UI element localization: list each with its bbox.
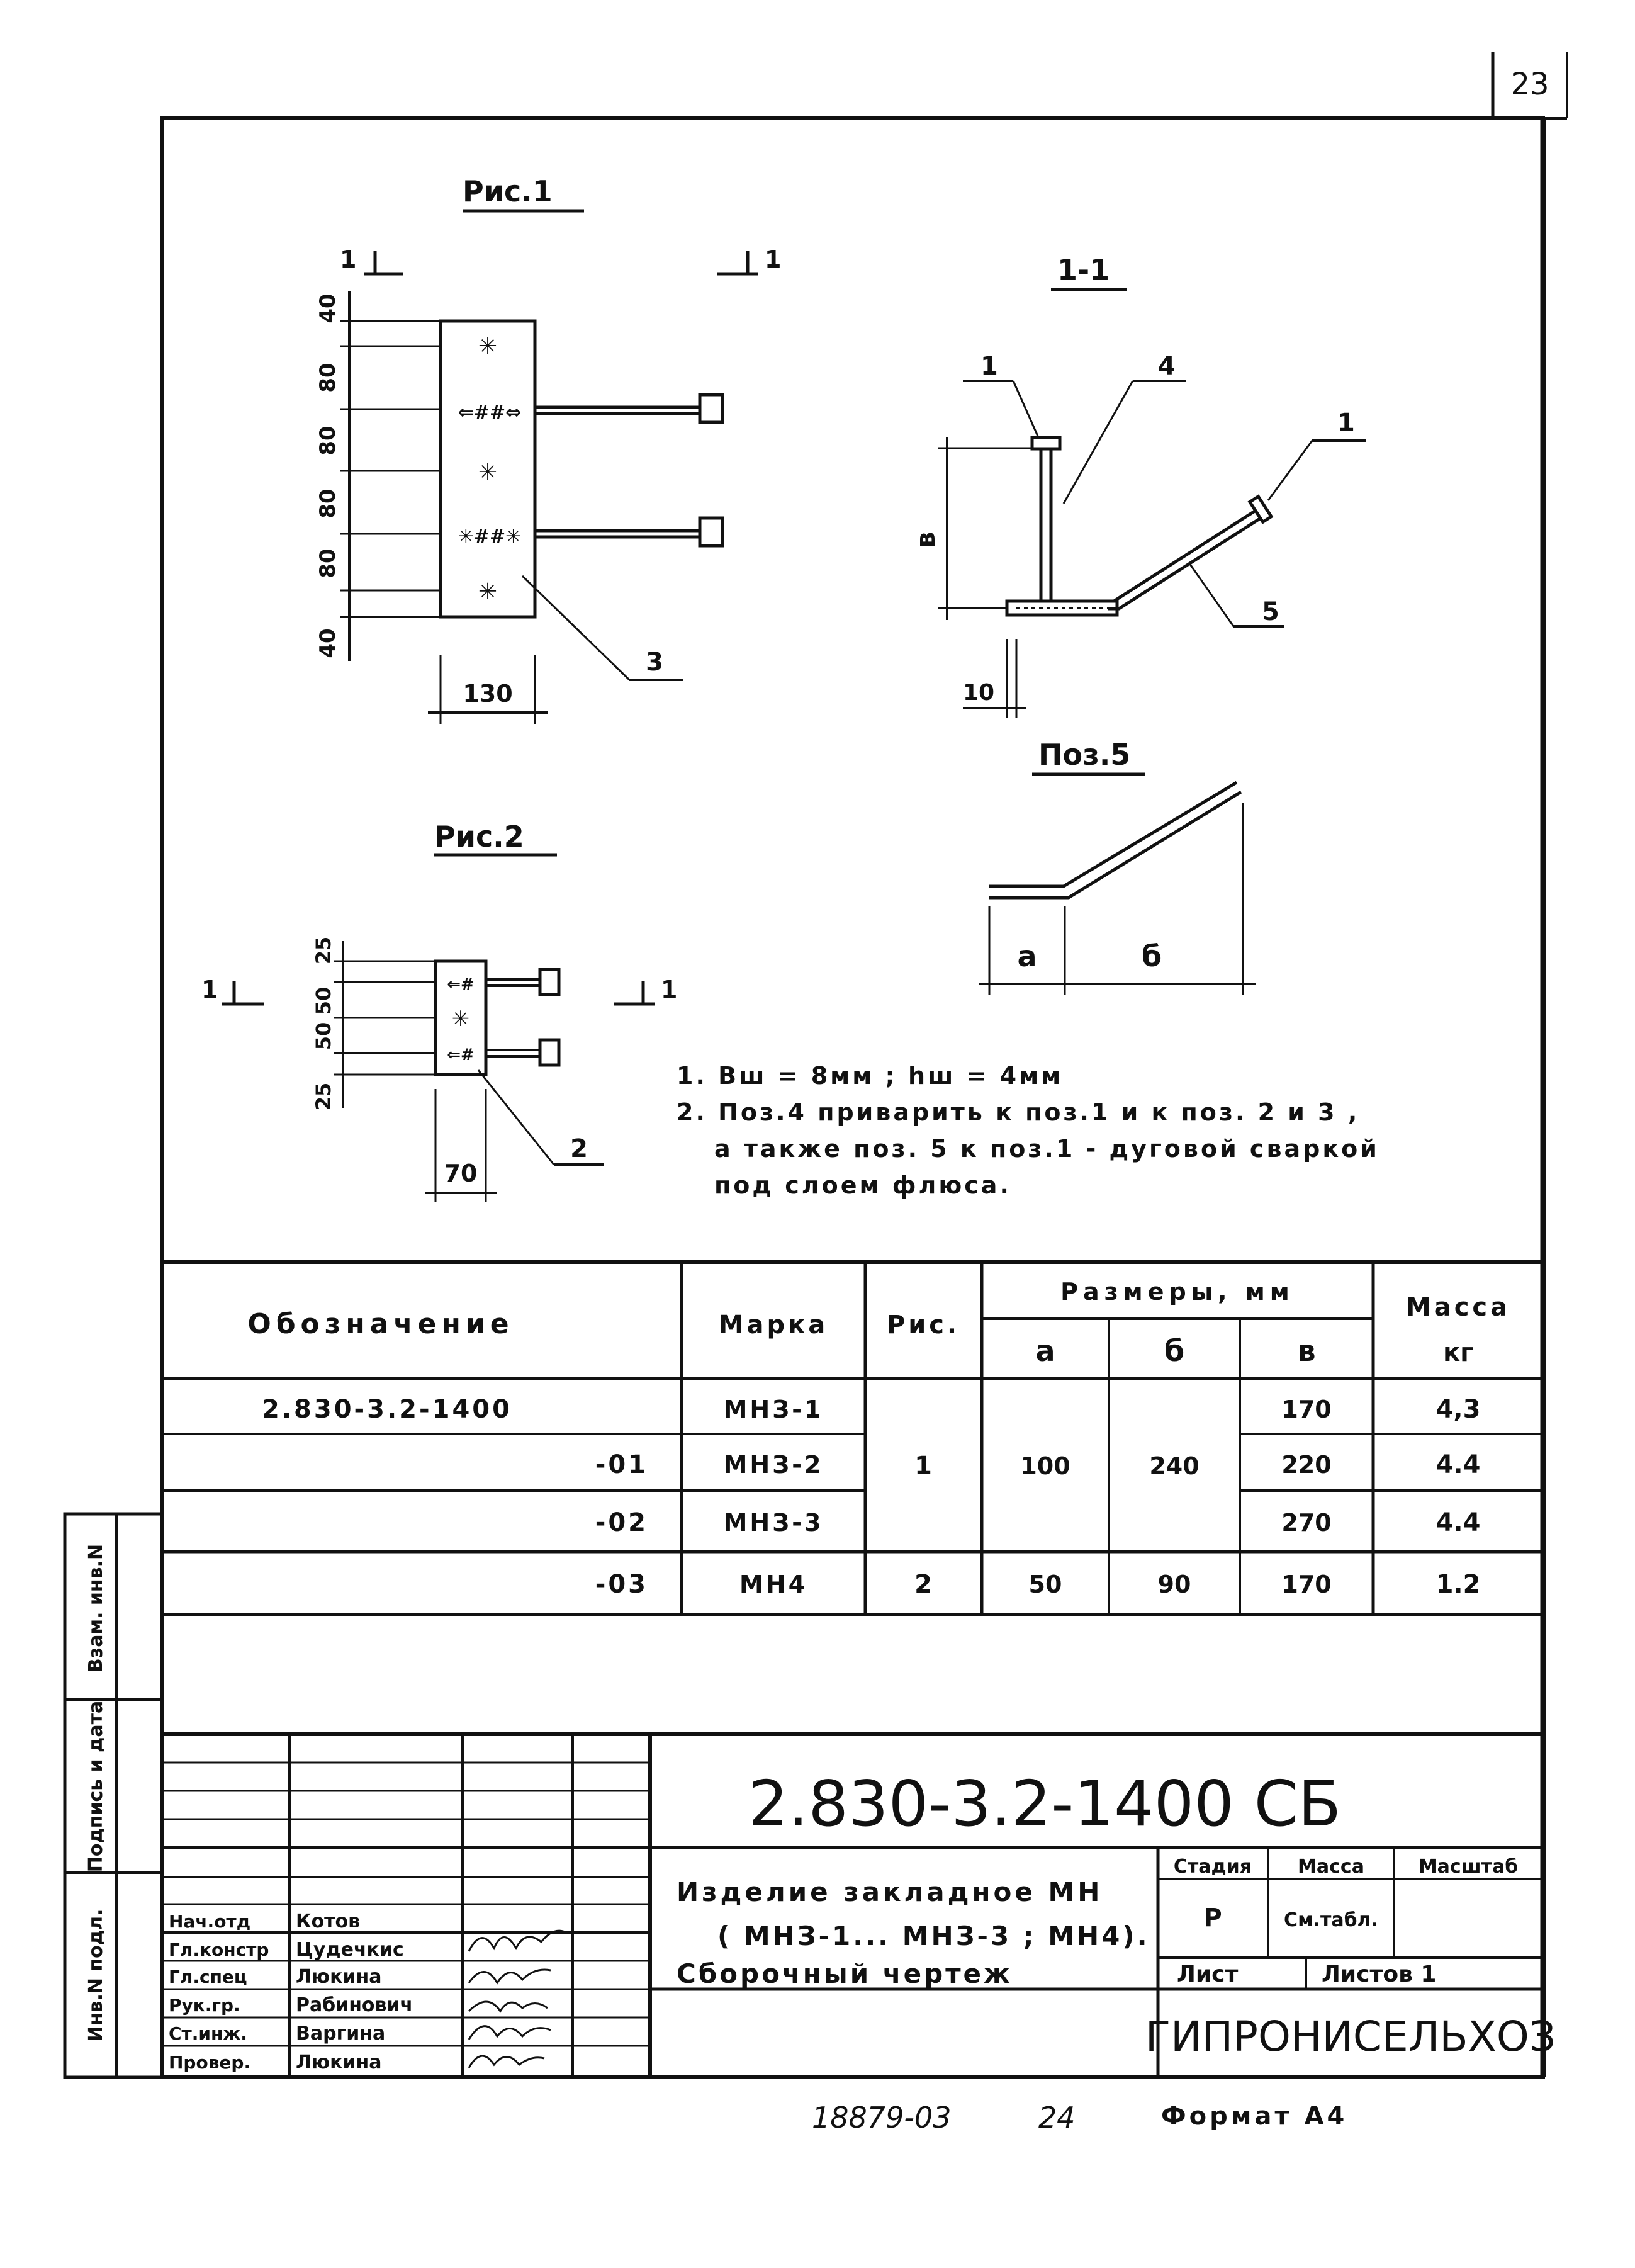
fig2-width-dim: 70 [444, 1159, 478, 1187]
sheet-number: 23 [1510, 67, 1549, 102]
sheet-number-box [1493, 52, 1567, 118]
section-height-dim: в [910, 531, 941, 549]
row4-mark: МН4 [739, 1571, 808, 1598]
fig2-dim-4: 25 [312, 1082, 335, 1111]
role-4: Рук.гр. [169, 1995, 240, 2016]
role-1: Нач.отд [169, 1911, 251, 1932]
stage-value: Р [1203, 1904, 1222, 1932]
note-2: 2. Поз.4 приварить к поз.1 и к поз. 2 и 3 , [677, 1098, 1360, 1126]
row1-v: 170 [1281, 1396, 1332, 1423]
fig1-dim-6: 40 [315, 628, 340, 658]
group-b: 240 [1149, 1452, 1200, 1480]
svg-text:⇐##⇔: ⇐##⇔ [458, 402, 522, 424]
title-block [162, 1734, 1556, 2077]
row4-v: 170 [1281, 1571, 1332, 1598]
figure-1 [315, 174, 781, 724]
fig1-dim-2: 80 [315, 363, 340, 393]
role-3: Гл.спец [169, 1966, 247, 1987]
row3-mark: МНЗ-3 [723, 1509, 824, 1537]
svg-text:⇐#: ⇐# [447, 975, 475, 994]
footer-format: Формат А4 [1161, 2102, 1348, 2131]
stage-label: Стадия [1173, 1856, 1252, 1878]
organization: ГИПРОНИСЕЛЬХОЗ [1145, 2012, 1556, 2061]
role-5: Ст.инж. [169, 2023, 247, 2044]
th-fig: Рис. [886, 1311, 960, 1340]
row3-mass: 4.4 [1436, 1508, 1481, 1537]
name-2: Цудечкис [296, 1939, 404, 1961]
note-2-cont: а также поз. 5 к поз.1 - дуговой сваркой [714, 1135, 1379, 1163]
role-6: Провер. [169, 2052, 251, 2073]
row1-designation: 2.830-3.2-1400 [262, 1395, 512, 1424]
name-3: Люкина [296, 1966, 382, 1988]
group-a: 100 [1020, 1452, 1070, 1480]
svg-text:✳: ✳ [478, 460, 498, 485]
row2-mass: 4.4 [1436, 1450, 1481, 1479]
fig1-dim-3: 80 [315, 426, 340, 456]
th-mark: Марка [718, 1311, 829, 1340]
th-b: б [1164, 1334, 1185, 1368]
section-leader-4: 4 [1158, 352, 1176, 381]
fig2-dim-3: 50 [312, 1022, 335, 1051]
sheets-label: Листов 1 [1322, 1961, 1437, 1987]
notes [677, 1062, 1379, 1199]
side-label-signature-date: Подпись и дата [85, 1700, 107, 1873]
name-line-2: ( МНЗ-1... МНЗ-3 ; МН4). [717, 1921, 1150, 1951]
mass-value: См.табл. [1284, 1909, 1378, 1931]
name-4: Рабинович [296, 1994, 413, 2016]
row3-v: 270 [1281, 1509, 1332, 1537]
mass-label: Масса [1298, 1856, 1364, 1878]
sheet-label: Лист [1177, 1961, 1239, 1987]
fig2-section-mark-right: 1 [661, 976, 678, 1003]
fig2-title: Рис.2 [434, 820, 524, 854]
fig1-section-mark-right: 1 [765, 245, 782, 273]
note-1: 1. Вш = 8мм ; hш = 4мм [677, 1062, 1064, 1090]
row2-designation: -01 [595, 1450, 648, 1479]
fig1-dim-1: 40 [315, 293, 340, 324]
name-6: Люкина [296, 2051, 382, 2073]
fig2-dim-1: 25 [312, 936, 335, 965]
th-a: а [1035, 1334, 1055, 1368]
footer [812, 2101, 1347, 2135]
section-leader-5: 5 [1262, 597, 1279, 626]
fig1-title: Рис.1 [463, 174, 553, 208]
section-1-1 [910, 253, 1366, 718]
footer-number: 18879-03 [812, 2101, 952, 2135]
spec-table [162, 1262, 1543, 1615]
pos5-detail [979, 738, 1256, 995]
row1-mark: МНЗ-1 [723, 1396, 824, 1423]
side-label-inv-original: Инв.N подл. [85, 1909, 107, 2042]
fig1-dim-4: 80 [315, 488, 340, 519]
fig2-leader-2: 2 [570, 1134, 588, 1163]
fig1-width-dim: 130 [463, 680, 513, 708]
section-title: 1-1 [1057, 253, 1110, 287]
group-fig: 1 [914, 1452, 932, 1481]
svg-text:✳: ✳ [451, 1007, 470, 1032]
name-line-3: Сборочный чертеж [677, 1958, 1013, 1989]
fig2-section-mark-left: 1 [201, 976, 218, 1003]
svg-text:✳##✳: ✳##✳ [458, 526, 522, 548]
row2-mark: МНЗ-2 [723, 1451, 824, 1479]
pos5-dim-a: а [1017, 939, 1037, 973]
svg-text:✳: ✳ [478, 334, 498, 359]
fig1-dim-5: 80 [315, 548, 340, 578]
th-designation: Обозначение [247, 1308, 514, 1340]
th-mass-unit: кг [1442, 1338, 1474, 1367]
section-thickness-dim: 10 [962, 680, 995, 706]
name-5: Варгина [296, 2023, 386, 2045]
fig2-dim-2: 50 [312, 986, 335, 1015]
row4-b: 90 [1157, 1571, 1191, 1598]
fig1-leader-3: 3 [646, 648, 663, 677]
figure-2 [201, 820, 677, 1202]
pos5-dim-b: б [1141, 939, 1162, 973]
svg-text:⇐#: ⇐# [447, 1046, 475, 1064]
row4-designation: -03 [595, 1570, 648, 1599]
side-label-replaced-inv: Взам. инв.N [85, 1543, 107, 1673]
row4-fig: 2 [914, 1570, 932, 1599]
fig1-section-mark-left: 1 [340, 245, 357, 273]
row4-a: 50 [1028, 1571, 1062, 1598]
section-leader-1a: 1 [980, 352, 998, 381]
th-dims: Размеры, мм [1060, 1278, 1295, 1306]
name-1: Котов [296, 1910, 361, 1932]
row3-designation: -02 [595, 1508, 648, 1537]
th-mass: Масса [1405, 1293, 1511, 1322]
name-line-1: Изделие закладное МН [677, 1876, 1103, 1907]
doc-code: 2.830-3.2-1400 СБ [748, 1767, 1342, 1841]
note-2-end: под слоем флюса. [714, 1171, 1011, 1199]
role-2: Гл.констр [169, 1939, 269, 1960]
th-v: в [1297, 1334, 1316, 1368]
row2-v: 220 [1281, 1451, 1332, 1479]
row4-mass: 1.2 [1436, 1570, 1481, 1599]
scale-label: Масштаб [1418, 1856, 1519, 1878]
side-strip [65, 1514, 162, 2077]
pos5-title: Поз.5 [1038, 738, 1131, 772]
section-leader-1b: 1 [1337, 409, 1355, 437]
footer-page: 24 [1038, 2101, 1076, 2135]
signatures [469, 1931, 566, 2068]
svg-text:✳: ✳ [478, 579, 498, 605]
row1-mass: 4,3 [1436, 1395, 1481, 1424]
